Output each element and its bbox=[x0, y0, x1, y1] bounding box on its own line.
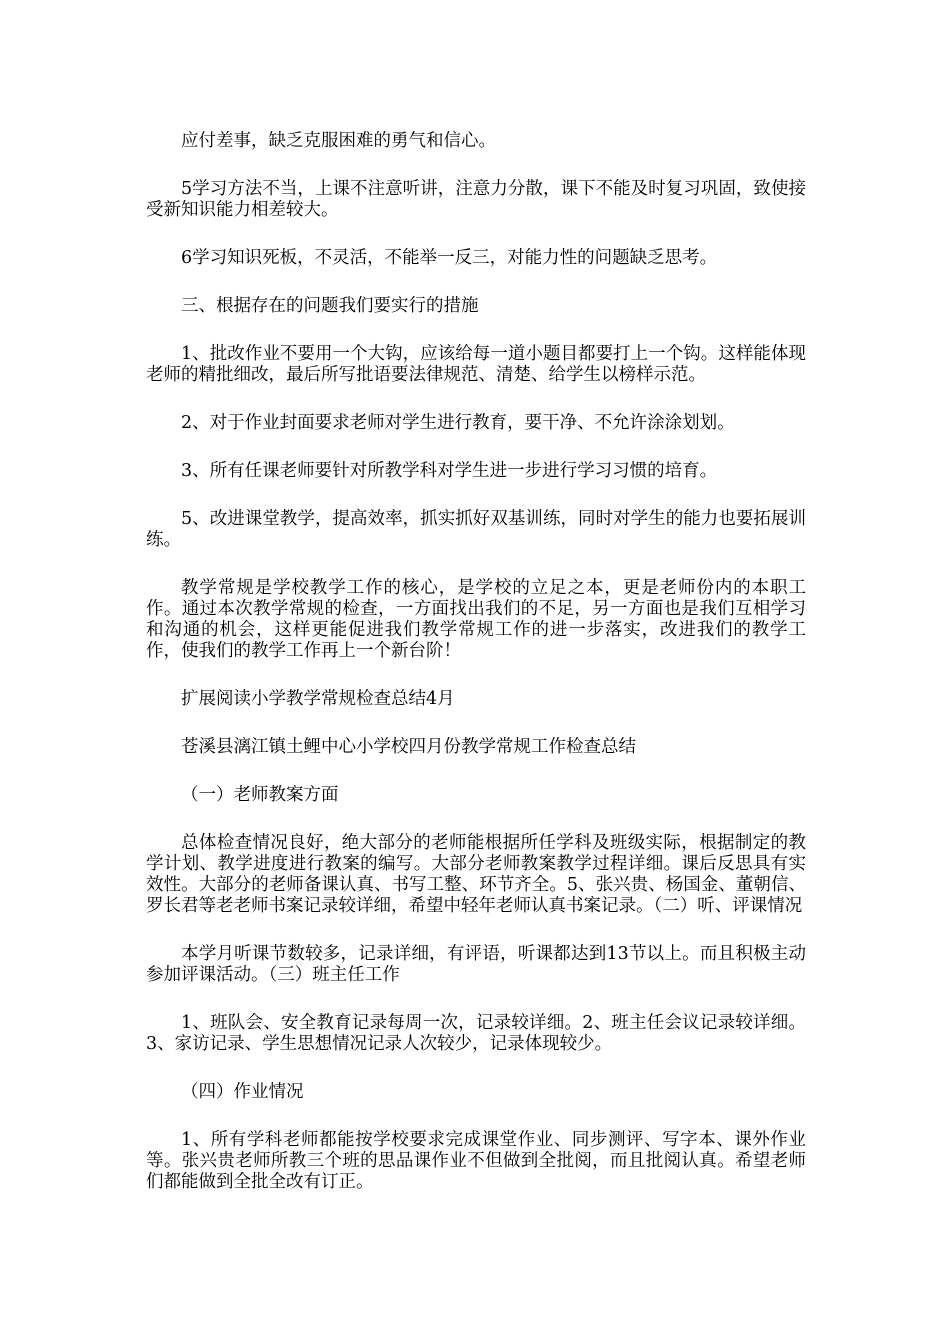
section-heading-homework: （四）作业情况 bbox=[181, 1082, 304, 1102]
paragraph-2: 5学习方法不当，上课不注意听讲，注意力分散，课下不能及时复习巩固，致使接受新知识能力相差较大。 bbox=[146, 179, 806, 220]
paragraph-7: 3、所有任课老师要针对所教学科对学生进一步进行学习习惯的培育。 bbox=[181, 461, 718, 481]
paragraph-5: 1、批改作业不要用一个大钩，应该给每一道小题目都要打上一个钩。这样能体现老师的精批细改，最后所写批语要法律规范、清楚、给学生以榜样示范。 bbox=[146, 344, 806, 385]
section-heading-measures: 三、根据存在的问题我们要实行的措施 bbox=[181, 296, 479, 316]
paragraph-13: 总体检查情况良好，绝大部分的老师能根据所任学科及班级实际，根据制定的教学计划、教学进度进行教案的编写。大部分老师教案教学过程详细。课后反思具有实效性。大部分的老师备课认真、书写工整、环节齐全。5、张兴贵、杨国金、董朝信、罗长君等老老师书案记录较详细，希望中轻年老师认真书案记录。（二）听、评课情况 bbox=[146, 833, 806, 916]
paragraph-14: 本学月听课节数较多，记录详细，有评语，听课都达到13节以上。而且积极主动参加评课活动。（三）班主任工作 bbox=[146, 944, 806, 985]
section-heading-lesson-plans: （一）老师教案方面 bbox=[181, 785, 339, 805]
paragraph-17: 1、所有学科老师都能按学校要求完成课堂作业、同步测评、写字本、课外作业等。张兴贵老师所教三个班的思品课作业不但做到全批阅，而且批阅认真。希望老师们都能做到全批全改有订正。 bbox=[146, 1130, 806, 1192]
paragraph-9: 教学常规是学校教学工作的核心，是学校的立足之本，更是老师份内的本职工作。通过本次教学常规的检查，一方面找出我们的不足，另一方面也是我们互相学习和沟通的机会，这样更能促进我们教学常规工作的进一步落实，改进我们的教学工作，使我们的教学工作再上一个新台阶！ bbox=[146, 578, 806, 661]
paragraph-1: 应付差事，缺乏克服困难的勇气和信心。 bbox=[181, 131, 496, 151]
extended-reading-title: 扩展阅读小学教学常规检查总结4月 bbox=[181, 689, 455, 709]
paragraph-15: 1、班队会、安全教育记录每周一次，记录较详细。2、班主任会议记录较详细。3、家访记录、学生思想情况记录人次较少，记录体现较少。 bbox=[146, 1013, 806, 1054]
paragraph-6: 2、对于作业封面要求老师对学生进行教育，要干净、不允许涂涂划划。 bbox=[181, 413, 735, 433]
paragraph-3: 6学习知识死板，不灵活，不能举一反三，对能力性的问题缺乏思考。 bbox=[181, 248, 718, 268]
paragraph-8: 5、改进课堂教学，提高效率，抓实抓好双基训练，同时对学生的能力也要拓展训练。 bbox=[146, 509, 806, 550]
report-title: 苍溪县漓江镇土鲤中心小学校四月份教学常规工作检查总结 bbox=[181, 737, 636, 757]
document-body bbox=[146, 131, 806, 1220]
